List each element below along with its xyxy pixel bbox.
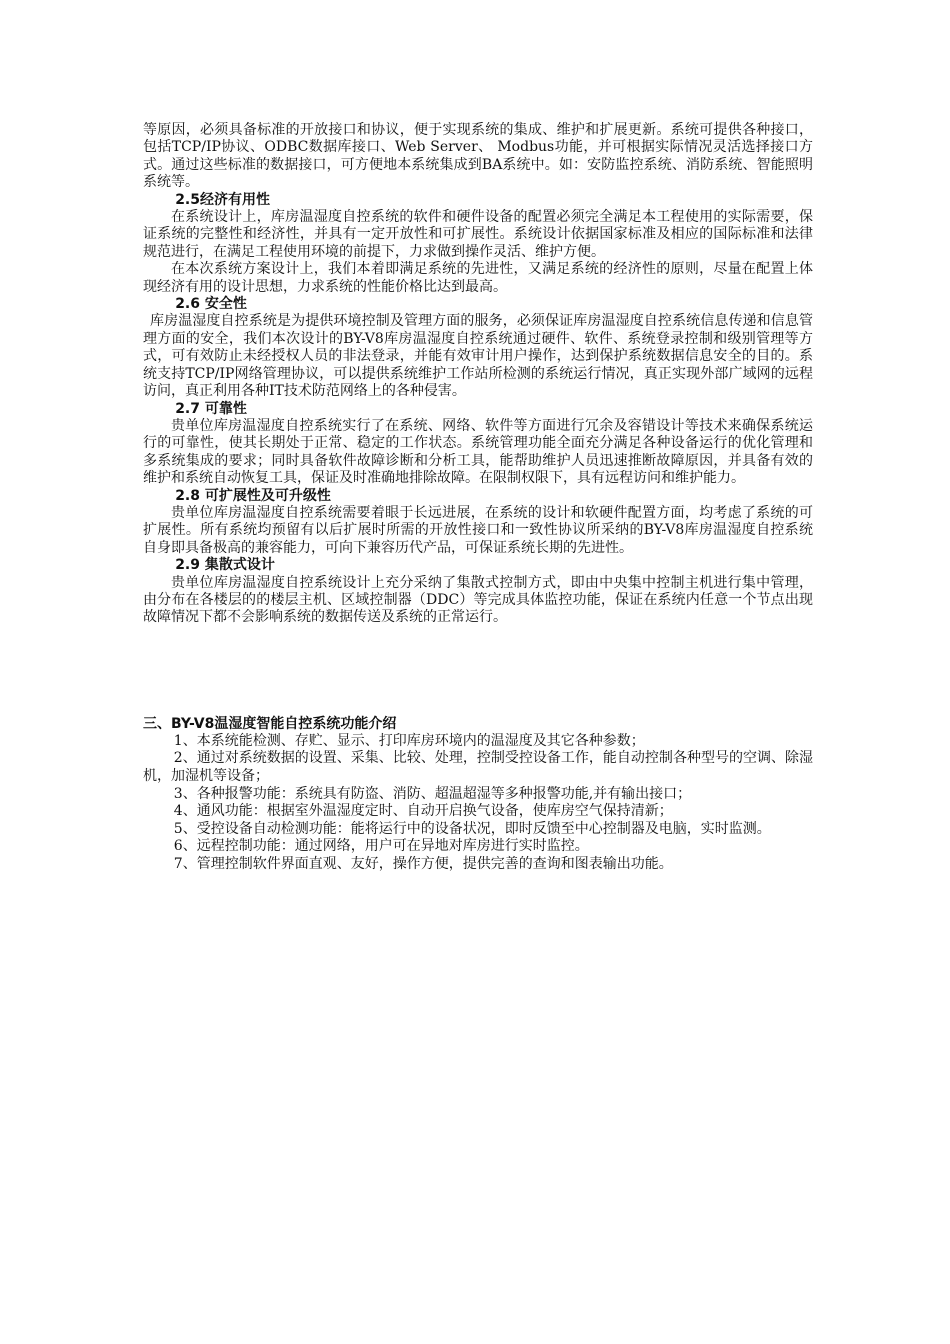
feature-item-7: 7、管理控制软件界面直观、友好，操作方便，提供完善的查询和图表输出功能。 xyxy=(173,855,673,872)
section-2-7-heading: 2.7 可靠性 xyxy=(175,400,247,417)
section-2-7-paragraph: 贵单位库房温湿度自控系统实行了在系统、网络、软件等方面进行冗余及容错设计等技术来确保系统运行的可靠性，使其长期处于正常、稳定的工作状态。系统管理功能全面充分满足各种设备运行的优化管理和多系统集成的要求；同时具备软件故障诊断和分析工具，能帮助维护人员迅速推断故障原因，并具备有效的维护和系统自动恢复工具，保证及时准确地排除故障。在限制权限下，具有远程访问和维护能力。 xyxy=(143,417,813,487)
feature-item-5: 5、受控设备自动检测功能：能将运行中的设备状况，即时反馈至中心控制器及电脑，实时监测。 xyxy=(173,820,771,837)
feature-item-4: 4、通风功能：根据室外温湿度定时、自动开启换气设备，使库房空气保持清新； xyxy=(173,803,673,820)
section-2-6-heading: 2.6 安全性 xyxy=(175,296,247,313)
section-2-9-heading: 2.9 集散式设计 xyxy=(175,557,275,574)
document-page xyxy=(143,122,813,874)
section-3-heading: 三、BY-V8温湿度智能自控系统功能介绍 xyxy=(143,715,397,732)
section-2-5-heading: 2.5经济有用性 xyxy=(175,191,270,208)
section-2-5-paragraph-2: 在本次系统方案设计上，我们本着即满足系统的先进性，又满足系统的经济性的原则，尽量在配置上体现经济有用的设计思想，力求系统的性能价格比达到最高。 xyxy=(143,261,813,295)
feature-item-2: 2、通过对系统数据的设置、采集、比较、处理，控制受控设备工作，能自动控制各种型号的空调、除湿机，加湿机等设备； xyxy=(143,750,813,784)
section-2-5-paragraph-1: 在系统设计上，库房温湿度自控系统的软件和硬件设备的配置必须完全满足本工程使用的实际需要，保证系统的完整性和经济性，并具有一定开放性和可扩展性。系统设计依据国家标准及相应的国际标准和法律规范进行，在满足工程使用环境的前提下，力求做到操作灵活、维护方便。 xyxy=(143,209,813,260)
feature-item-6: 6、远程控制功能：通过网络，用户可在异地对库房进行实时监控。 xyxy=(173,838,589,855)
intro-paragraph: 等原因，必须具备标准的开放接口和协议，便于实现系统的集成、维护和扩展更新。系统可提供各种接口，包括TCP/IP协议、ODBC数据库接口、Web Server、 Modbus功能，并可根据实际情况灵活选择接口方式。通过这些标准的数据接口，可方便地本系统集成到BA系统中。如：安防监控系统、消防系统、智能照明系统等。 xyxy=(143,122,813,191)
section-3 xyxy=(143,715,813,874)
feature-item-3: 3、各种报警功能：系统具有防盗、消防、超温超湿等多种报警功能,并有输出接口； xyxy=(173,785,692,802)
section-2-9-paragraph: 贵单位库房温湿度自控系统设计上充分采纳了集散式控制方式，即由中央集中控制主机进行集中管理，由分布在各楼层的的楼层主机、区域控制器（DDC）等完成具体监控功能，保证在系统内任意一个节点出现故障情况下都不会影响系统的数据传送及系统的正常运行。 xyxy=(143,574,813,626)
feature-item-1: 1、本系统能检测、存贮、显示、打印库房环境内的温湿度及其它各种参数； xyxy=(173,732,645,749)
section-2-8-paragraph: 贵单位库房温湿度自控系统需要着眼于长远进展，在系统的设计和软硬件配置方面，均考虑了系统的可扩展性。所有系统均预留有以后扩展时所需的开放性接口和一致性协议所采纳的BY-V8库房温湿度自控系统自身即具备极高的兼容能力，可向下兼容历代产品，可保证系统长期的先进性。 xyxy=(143,504,813,556)
section-2-8-heading: 2.8 可扩展性及可升级性 xyxy=(175,487,331,504)
section-2-6-paragraph: 库房温湿度自控系统是为提供环境控制及管理方面的服务，必须保证库房温湿度自控系统信息传递和信息管理方面的安全，我们本次设计的BY-V8库房温湿度自控系统通过硬件、软件、系统登录控制和级别管理等方式，可有效防止未经授权人员的非法登录，并能有效审计用户操作，达到保护系统数据信息安全的目的。系统支持TCP/IP网络管理协议，可以提供系统维护工作站所检测的系统运行情况，真正实现外部广域网的远程访问，真正利用各种IT技术防范网络上的各种侵害。 xyxy=(143,313,813,400)
